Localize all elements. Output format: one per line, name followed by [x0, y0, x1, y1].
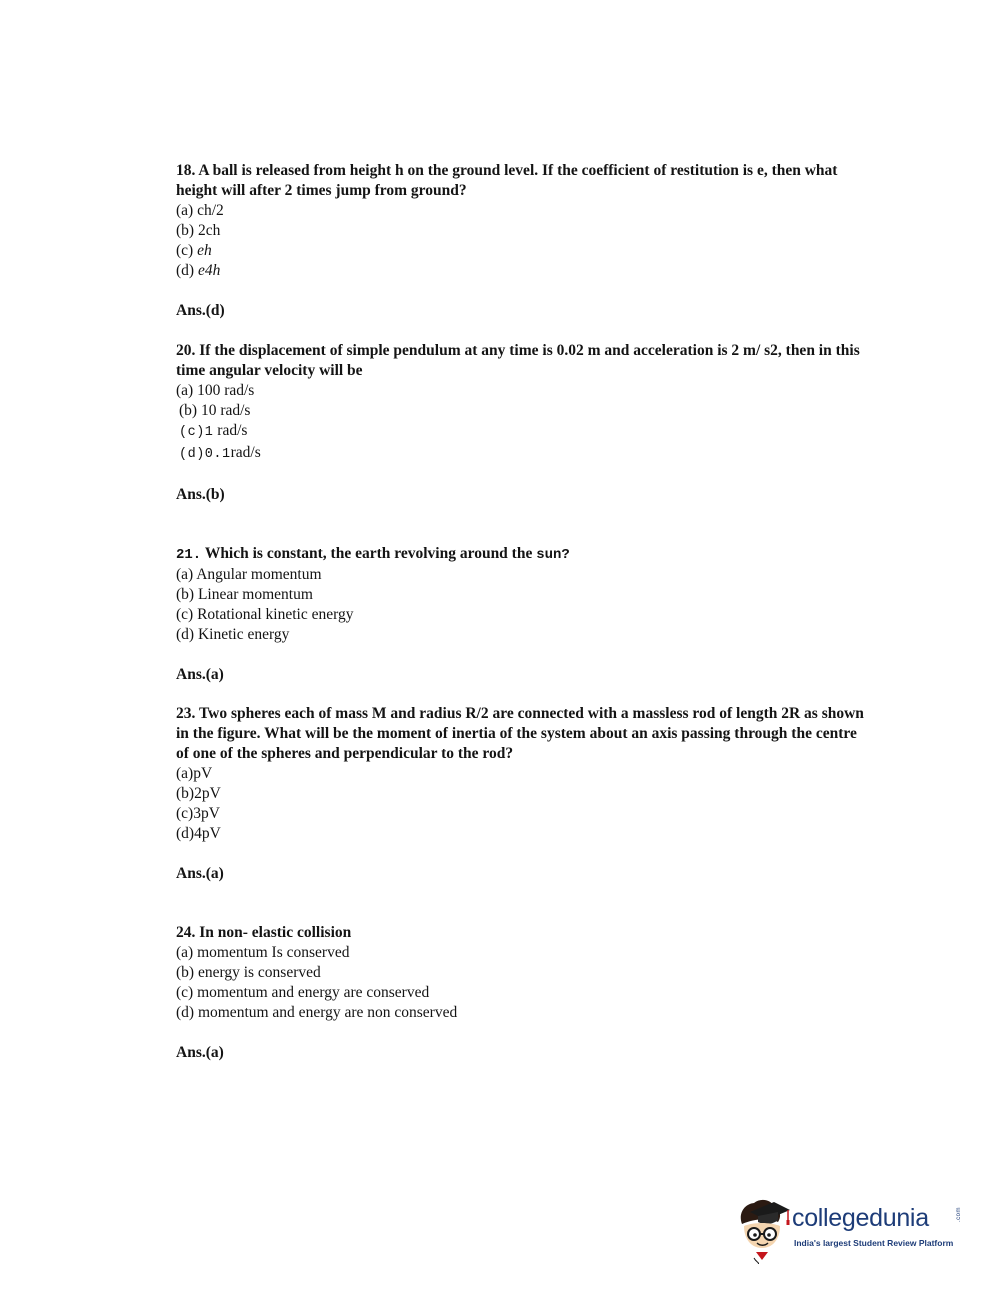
option-b: (b) 10 rad/s	[179, 402, 251, 419]
question-24	[176, 923, 866, 1063]
option-c	[176, 421, 866, 443]
option-d	[176, 443, 866, 465]
option-d: (d)4pV	[176, 825, 221, 842]
option-c: (c) Rotational kinetic energy	[176, 606, 354, 623]
answer: Ans.(a)	[176, 666, 224, 683]
options-list	[176, 201, 866, 281]
option-d: (d) Kinetic energy	[176, 626, 290, 643]
option-a: (a) 100 rad/s	[176, 382, 255, 399]
option-value: e4h	[197, 262, 221, 279]
option-d: (d) momentum and energy are non conserved	[176, 1004, 458, 1021]
option-unit: rad/s	[230, 444, 261, 461]
logo-tagline: India's largest Student Review Platform	[794, 1238, 954, 1248]
mascot-icon	[734, 1194, 794, 1264]
options-list	[176, 943, 866, 1023]
question-23	[176, 704, 866, 884]
options-list	[176, 764, 866, 844]
option-unit: rad/s	[213, 422, 248, 439]
question-stem: 23. Two spheres each of mass M and radius R/2 are connected with a massless rod of length 2R as shown in the figure. What will be the moment of inertia of the system about an axis passing through the centre of one of the spheres and perpendicular to the rod?	[176, 705, 864, 762]
option-c: (c)3pV	[176, 805, 220, 822]
option-a: (a) ch/2	[176, 202, 224, 219]
logo-wordmark: collegedunia	[792, 1204, 929, 1232]
logo-domain-suffix: .com	[956, 1207, 962, 1223]
options-list	[176, 565, 866, 645]
answer: Ans.(a)	[176, 1044, 224, 1061]
question-stem: 18. A ball is released from height h on the ground level. If the coefficient of restitution is e, then what height will after 2 times jump from ground?	[176, 162, 838, 199]
question-text-end: sun?	[536, 547, 570, 563]
option-label: (c)1	[179, 425, 214, 440]
answer: Ans.(b)	[176, 486, 225, 503]
option-a: (a) momentum Is conserved	[176, 944, 350, 961]
question-21	[176, 544, 866, 685]
option-a: (a)pV	[176, 765, 213, 782]
option-b: (b)2pV	[176, 785, 221, 802]
option-label: (c)	[176, 242, 198, 259]
question-stem: 20. If the displacement of simple pendulum at any time is 0.02 m and acceleration is 2 m/ s2, then in this time angular velocity will be	[176, 342, 860, 379]
option-b: (b) Linear momentum	[176, 586, 313, 603]
question-18	[176, 161, 866, 321]
option-b: (b) 2ch	[176, 222, 221, 239]
option-b: (b) energy is conserved	[176, 964, 321, 981]
question-text: Which is constant, the earth revolving around the	[201, 545, 537, 562]
question-20	[176, 341, 866, 505]
answer: Ans.(a)	[176, 865, 224, 882]
option-value: eh	[197, 242, 212, 259]
option-a: (a) Angular momentum	[176, 566, 322, 583]
option-c	[176, 241, 866, 261]
question-number: 21.	[176, 547, 202, 563]
option-c: (c) momentum and energy are conserved	[176, 984, 430, 1001]
answer: Ans.(d)	[176, 302, 225, 319]
option-label: (d)0.1	[179, 447, 231, 462]
question-stem: 24. In non- elastic collision	[176, 924, 352, 941]
collegedunia-logo	[734, 1194, 964, 1266]
option-label: (d)	[176, 262, 198, 279]
option-d	[176, 261, 866, 281]
options-list	[176, 381, 866, 465]
question-stem	[176, 544, 866, 565]
